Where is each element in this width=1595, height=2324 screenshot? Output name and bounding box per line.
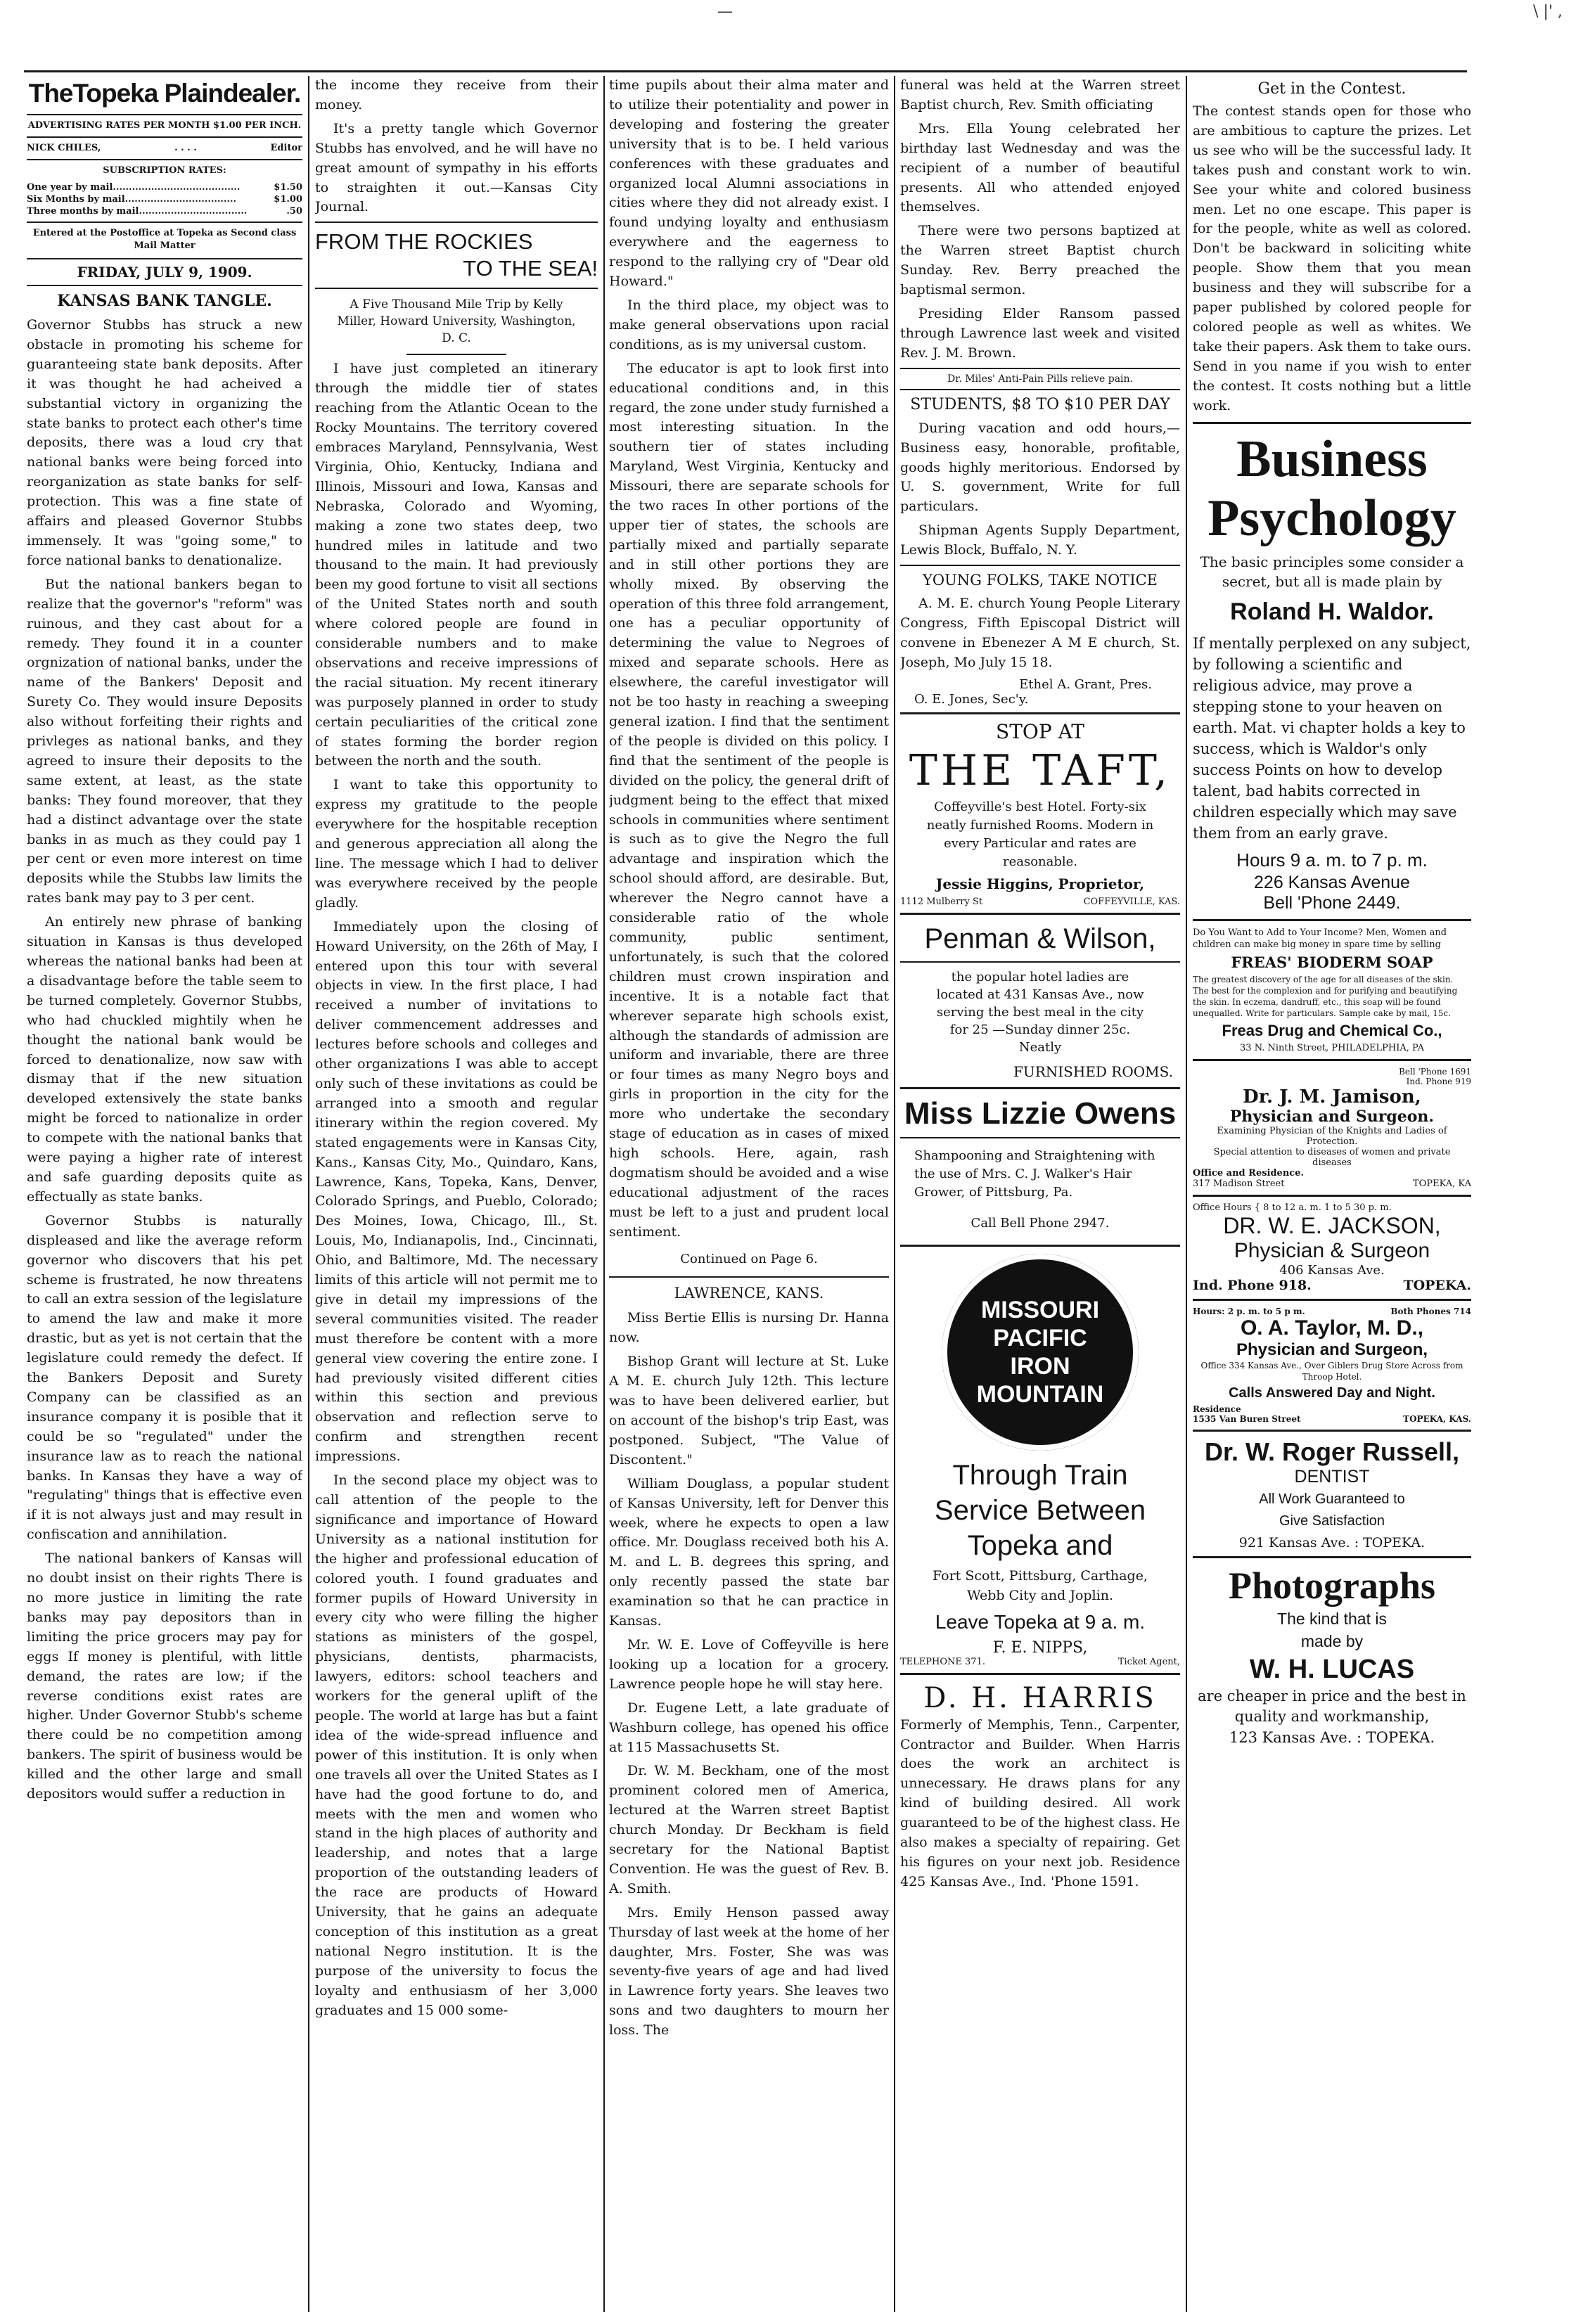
rate-price: .50: [286, 206, 302, 217]
jamison-text: Examining Physician of the Knights and Ladies of Protection.: [1217, 1125, 1447, 1147]
business-psychology-ad: [1193, 430, 1471, 913]
penman-tagline: FURNISHED ROOMS.: [1013, 1063, 1173, 1080]
rate-row: [27, 193, 302, 205]
paragraph: Dr. Eugene Lett, a late graduate of Washburn college, has opened his office at 115 Massachusetts St.: [609, 1700, 889, 1755]
taylor-title: Physician and Surgeon,: [1236, 1340, 1428, 1359]
train-line-3: Topeka and: [967, 1529, 1113, 1561]
short-rule: [406, 354, 506, 355]
rule: [1193, 1195, 1471, 1197]
jamison-street: 317 Madison Street: [1193, 1178, 1285, 1189]
taft-street: 1112 Mulberry St: [900, 896, 983, 907]
paragraph: I want to take this opportunity to express my gratitude to the people everywhere for the hospitable reception and generous appreciation all along the line. The message which I had to deliver was everywhere received by the people gladly.: [315, 777, 598, 911]
jamison-special: Special attention to diseases of women and private diseases: [1213, 1146, 1451, 1168]
column-rule-1: [308, 76, 309, 2312]
paragraph: Governor Stubbs is naturally displeased and like the average reform governor who discovers that his pet scheme is frustrated, he now threatens to call an extra session of the legislature to amend the law and make it more drastic, but as yet is not certain that the legislature could remedy the defect. If the Bankers Deposit and Surety Company can be classified as an insurance company it is posible that it could be so "regulated" under the insurance law as to reach the national banks. In Kansas they have a way of "regulating" things that is effective even if it is not always just and may result in confiscation and annihilation.: [27, 1212, 302, 1543]
jamison-ad: [1193, 1067, 1471, 1189]
penman-name: Penman & Wilson,: [924, 923, 1156, 954]
column-rule-3: [894, 76, 895, 2312]
editor-name: NICK CHILES,: [27, 143, 101, 153]
russell-name: Dr. W. Roger Russell,: [1204, 1437, 1460, 1466]
freas-ad: [1193, 927, 1471, 1053]
taylor-hours-line: [1193, 1307, 1471, 1316]
bp-hours: Hours 9 a. m. to 7 p. m.: [1236, 849, 1428, 871]
lizzie-phone: Call Bell Phone 2947.: [971, 1215, 1110, 1231]
article-heading: KANSAS BANK TANGLE.: [57, 292, 272, 310]
freas-address: 33 N. Ninth Street, PHILADELPHIA, PA: [1240, 1042, 1424, 1053]
jackson-address: 406 Kansas Ave.: [1279, 1262, 1385, 1278]
rule: [315, 222, 598, 223]
paragraph: Mrs. Emily Henson passed away Thursday of last week at the home of her daughter, Mrs. Foster, She was was seventy-five years of age and had lived in Lawrence forty years. She leaves two sons and two daughters to mourn her loss. The: [609, 1904, 889, 2039]
rule: [900, 1087, 1180, 1089]
jackson-title: Physician & Surgeon: [1234, 1238, 1430, 1262]
russell-title: DENTIST: [1294, 1466, 1370, 1487]
harris-ad: [900, 1681, 1180, 1892]
photo-name: W. H. LUCAS: [1249, 1654, 1415, 1684]
rule: [900, 368, 1180, 369]
freas-intro: Do You Want to Add to Your Income? Men, Women and children can make big money in spare time by selling: [1193, 927, 1447, 950]
taft-hotel-ad: [900, 720, 1180, 907]
rule: [1193, 1556, 1471, 1558]
paragraph: In the second place my object was to call attention of the people to the significance and importance of Howard University as a national institution for the higher and professional education of colored youth. I found graduates and former pupils of Howard University in every city who were filling the higher stations as ministers of the gospel, physicians, dentists, pharmacists, lawyers, editors: school teachers and workers for the general uplift of the people. The world at large has but a faint idea of the wide-spread influence and power of this institution. It is only when one travels all over the United States as I have had the good fortune to do, and meets with the men and women who stand in the high places of authority and leadership, and notes that a large proportion of the outstanding leaders of the race are products of Howard University, that he gains an adequate conception of this institution as a great national Negro institution. It is the purpose of the university to focus the loyalty and enthusiasm of her 3,000 graduates and 15 000 some-: [315, 1472, 598, 2018]
bp-text: The basic principles some consider a secret, but all is made plain by: [1200, 553, 1464, 590]
rate-label: Six Months by mail...................................: [27, 194, 237, 205]
photo-text-3: are cheaper in price and the best in quality and workmanship,: [1198, 1687, 1466, 1725]
paragraph: Presiding Elder Ransom passed through Lawrence last week and visited Rev. J. M. Brown.: [900, 305, 1180, 361]
paragraph: Governor Stubbs has struck a new obstacle in promoting his scheme for guaranteeing state bank deposits. After it was thought he had acheived a substantial victory in organizing the state banks to protect each other's time deposits, there was a loud cry that national banks were being forced into reorganization as state banks for self-protection. This was a fine state of affairs and pleased Governor Stubbs immensely. It was "going some," to force national banks to denationalize.: [27, 317, 302, 568]
students-address: Shipman Agents Supply Department, Lewis Block, Buffalo, N. Y.: [900, 522, 1180, 558]
rate-row: [27, 205, 302, 217]
train-footer: [900, 1657, 1180, 1667]
editor-title: Editor: [270, 143, 302, 153]
students-ad: [900, 396, 1180, 560]
russell-address: 921 Kansas Ave. : TOPEKA.: [1238, 1534, 1426, 1551]
signature-secretary: O. E. Jones, Sec'y.: [914, 691, 1029, 707]
freas-company: Freas Drug and Chemical Co.,: [1222, 1021, 1442, 1039]
paragraph: An entirely new phrase of banking situation in Kansas is thus developed whereas the national banks had been at a disadvantage before the table seem to be turned completely. Governor Stubbs, who had chuckled mightily when he thought the national bank would be forced to denationalize, now saw with dismay that if the new situation developed extensively the state banks might be forced to nationalize in order to compete with the national banks that were paying a higher rate of interest and safe guarding deposits quite as effectually as state banks.: [27, 914, 302, 1205]
rule: [1193, 1299, 1471, 1301]
train-telephone: TELEPHONE 371.: [900, 1656, 985, 1667]
rule: [900, 565, 1180, 566]
contest-ad: [1193, 80, 1471, 416]
missouri-pacific-ad: [900, 1254, 1180, 1667]
taylor-calls: Calls Answered Day and Night.: [1229, 1385, 1435, 1401]
article-title: [315, 229, 598, 282]
rate-label: Three months by mail..................................: [27, 206, 248, 217]
rate-price: $1.00: [274, 194, 302, 205]
article-byline: A Five Thousand Mile Trip by Kelly Miller, Howard University, Washington, D. C.: [337, 297, 576, 346]
rule: [609, 1276, 889, 1278]
train-agent: F. E. NIPPS,: [992, 1638, 1088, 1657]
paragraph: Mrs. Ella Young celebrated her birthday last Wednesday and was the recipient of a number of beautiful presents. All who attended enjoyed themselves.: [900, 120, 1180, 215]
editor-dots: . . . .: [174, 143, 197, 153]
contest-text: The contest stands open for those who are ambitious to capture the prizes. Let us see who will be the successful lady. It takes push and constant work to win. See your white and colored business men. Let no one escape. This paper is for the people, white as well as colored. Don't be backward in soliciting white people. Show them that you mean business and they will subscribe for a paper published by colored people for colored people as well as whites. We take their papers. Ask them to take ours. Send in you name if you wish to enter the contest. It costs nothing but a little work.: [1193, 103, 1471, 413]
paragraph: William Douglass, a popular student of Kansas University, left for Denver this week, where he expects to open a law office. Mr. Douglass received both his A. M. and L. B. degrees this spring, and only recently passed the state bar examination so that he can practice in Kansas.: [609, 1475, 889, 1629]
freas-text: The greatest discovery of the age for all diseases of the skin. The best for the complexion and for purifying and beautifying the skin. In eczema, dandruff, etc., this soap will be found unequalled. Write for particulars. Sample cake by mail, 15c.: [1193, 974, 1458, 1018]
logo-text: MOUNTAIN: [976, 1380, 1104, 1408]
paragraph: time pupils about their alma mater and to utilize their potentiality and power in developing and fostering the greater university that is to be. I held various conferences with these graduates and organized local Alumni associations in cities where they did not already exist. I found undying loyalty and enthusiasm everywhere and the eagerness to respond to the rallying cry of "Dear old Howard.": [609, 77, 889, 290]
advertising-rates: ADVERTISING RATES PER MONTH $1.00 PER INCH.: [27, 120, 302, 131]
paragraph: The national bankers of Kansas will no doubt insist on their rights There is no more justice in limiting the rate banks may pay depositors than in limiting the price grocers may pay for eggs If money is plentiful, with little demand, the rates are low; if the reverse conditions exist rates are higher. Under Governor Stubb's scheme there could be no competition among bankers. The spirit of business would be killed and the other large and small depositors would suffer a reduction in: [27, 1551, 302, 1802]
lizzie-text: Shampooning and Straightening with the use of Mrs. C. J. Walker's Hair Grower, of Pittsburg, Pa.: [914, 1148, 1155, 1200]
taft-city: COFFEYVILLE, KAS.: [1083, 896, 1180, 907]
column-2: [315, 76, 598, 2312]
missouri-pacific-logo: [942, 1254, 1139, 1451]
taylor-city: TOPEKA, KAS.: [1403, 1413, 1471, 1424]
penman-wilson-ad: [900, 920, 1180, 1080]
train-line-1: Through Train: [952, 1459, 1128, 1491]
paragraph: Mr. W. E. Love of Coffeyville is here looking up a location for a grocery. Lawrence people hope he will stay here.: [609, 1636, 889, 1692]
issue-date: FRIDAY, JULY 9, 1909.: [27, 258, 302, 286]
russell-text-1: All Work Guaranteed to: [1259, 1491, 1405, 1507]
taylor-phones: Both Phones 714: [1390, 1306, 1471, 1316]
editor-line: [27, 142, 302, 155]
freas-product: FREAS' BIODERM SOAP: [1231, 953, 1433, 971]
column-4: [900, 76, 1180, 2312]
paragraph: I have just completed an itinerary through the middle tier of states reaching from the Atlantic Ocean to the Rocky Mountains. The territory covered embraces Maryland, Pennsylvania, West Virginia, Ohio, Kentucky, Indiana and Illinois, Missouri and Iowa, Kansas and Nebraska, Colorado and Wyoming, making a zone two states deep, two hundred miles in latitude and two thousand to the main. It had previously been my good fortune to visit all sections of the United States north and south where colored people are found in considerable numbers and to make observations and receive impressions of the racial situation. My recent itinerary was purposely planned in order to study certain peculiarities of the critical zone of states forming the border region between the north and the south.: [315, 361, 598, 769]
paragraph: But the national bankers began to realize that the governor's "reform" was ruinous, and they cast about for a remedy. They found it in a counter orgnization of national banks, under the name of the Bankers' Deposit and Surety Co. They would insure Deposits also without forfeiting their rights and privleges as national banks, and they agreed to insure their deposits to the same extent, at least, as the state banks: They found moreover, that they had a distinct advantage over the state banks in as much as they could pay 1 per cent or even more interest on time deposits while the Stubbs law limits the rates bank may pay to 3 per cent.: [27, 576, 302, 906]
article-title-line-2: TO THE SEA!: [463, 256, 598, 281]
russell-text-2: Give Satisfaction: [1279, 1513, 1385, 1529]
young-folks-heading: YOUNG FOLKS, TAKE NOTICE: [922, 572, 1158, 589]
section-heading: LAWRENCE, KANS.: [674, 1285, 824, 1302]
jamison-city: TOPEKA, KA: [1413, 1178, 1471, 1189]
taft-proprietor: Jessie Higgins, Proprietor,: [935, 875, 1145, 892]
column-1: [27, 76, 302, 2312]
paragraph: There were two persons baptized at the Warren street Baptist church Sunday. Rev. Berry preached the baptismal sermon.: [900, 223, 1180, 298]
top-mark-right: \ |' ,: [1533, 3, 1563, 20]
jackson-ad: [1193, 1202, 1471, 1293]
rule: [1193, 1059, 1471, 1061]
entered-notice: Entered at the Postoffice at Topeka as Second class Mail Matter: [32, 228, 297, 251]
young-folks-text: A. M. E. church Young People Literary Congress, Fifth Episcopal District will convene in Ebenezer A M E church, St. Joseph, Mo July 15 18.: [900, 596, 1180, 670]
photo-text-2: made by: [1300, 1631, 1364, 1650]
rule: [27, 222, 302, 223]
bp-address: 226 Kansas Avenue: [1254, 872, 1410, 892]
column-rule-4: [1186, 76, 1187, 2312]
paragraph: the income they receive from their money.: [315, 77, 598, 113]
bp-name: Roland H. Waldor.: [1230, 598, 1434, 625]
rule: [1193, 1430, 1471, 1432]
jackson-hours: Office Hours { 8 to 12 a. m. 1 to 5 30 p. m.: [1193, 1202, 1392, 1213]
taylor-hours: Hours: 2 p. m. to 5 p m.: [1193, 1306, 1305, 1316]
paragraph: Immediately upon the closing of Howard University, on the 26th of May, I entered upon this tour with several objects in view. In the first place, I had received a number of invitations to deliver commencement addresses and lectures before schools and colleges and other organizations I was able to accept only such of these invitations as could be arranged into a smooth and regular itinerary within the region covered. My stated engagements were in Kansas City, Kans., Kansas City, Mo., Quindaro, Kans, Lawrence, Kans, Topeka, Kans, Denver, Colorado Springs, and Pueblo, Colorado; Des Moines, Iowa, Chicago, Ill., St. Louis, Mo, Indianapolis, Ind., Cincinnati, Ohio, and Baltimore, Md. The necessary limits of this article will not permit me to give in detail my impressions of the several communities visited. The reader must therefore be content with a more general view covering the entire zone. I had previously visited different cities within this section and previous observation and reflection serve to confirm and strengthen recent impressions.: [315, 918, 598, 1465]
contest-heading: Get in the Contest.: [1257, 80, 1407, 98]
top-rule: [24, 70, 1467, 72]
harris-text: Formerly of Memphis, Tenn., Carpenter, Contractor and Builder. When Harris does the work an architect is unnecessary. He draws plans for any kind of building desired. All work guaranteed to be of the highest class. He also makes a specialty of repairing. Get his figures on your next job. Residence 425 Kansas Ave., Ind. 'Phone 1591.: [900, 1716, 1180, 1889]
rule: [900, 1673, 1180, 1675]
rule: [900, 961, 1180, 963]
masthead-rule: [27, 114, 302, 115]
rule: [315, 288, 598, 289]
harris-name: D. H. HARRIS: [923, 1681, 1157, 1714]
column-3: [609, 76, 889, 2312]
paragraph: Miss Bertie Ellis is nursing Dr. Hanna now.: [609, 1310, 889, 1346]
jackson-name: DR. W. E. JACKSON,: [1223, 1212, 1441, 1238]
logo-text: PACIFIC: [993, 1324, 1087, 1352]
bp-title-2: Psychology: [1208, 489, 1456, 547]
rate-label: One year by mail........................................: [27, 182, 241, 193]
article-title-line-1: FROM THE ROCKIES: [315, 229, 533, 255]
rule: [900, 1245, 1180, 1247]
photo-text-1: The kind that is: [1277, 1609, 1387, 1628]
signature-president: Ethel A. Grant, Pres.: [1019, 676, 1152, 692]
young-folks-ad: [900, 572, 1180, 707]
jackson-phone: Ind. Phone 918.: [1193, 1277, 1312, 1293]
rates-table: [27, 181, 302, 217]
penman-text: the popular hotel ladies are located at 431 Kansas Ave., now serving the best meal in the city for 25 —Sunday dinner 25c. Neatly: [936, 969, 1144, 1055]
subscription-heading: SUBSCRIPTION RATES:: [103, 165, 226, 176]
lucas-ad: [1193, 1564, 1471, 1748]
rule: [1193, 422, 1471, 424]
paragraph: Bishop Grant will lecture at St. Luke A M. E. church July 12th. This lecture was to have been delivered earlier, but on account of the bishop's trip East, was postponed. Subject, "The Value of Discontent.": [609, 1354, 889, 1468]
train-line-4: Fort Scott, Pittsburg, Carthage, Webb City and Joplin.: [933, 1567, 1148, 1603]
jamison-name: Dr. J. M. Jamison,: [1243, 1086, 1421, 1108]
students-text: During vacation and odd hours,—Business easy, honorable, profitable, goods highly meritorious. Endorsed by U. S. government, Write for full particulars.: [900, 420, 1180, 515]
taylor-residence-label: Residence: [1193, 1404, 1241, 1414]
paragraph: It's a pretty tangle which Governor Stubbs has envolved, and he will have no great amount of sympathy in his efforts to straighten it out.—Kansas City Journal.: [315, 120, 598, 215]
taylor-street: 1535 Van Buren Street: [1193, 1413, 1301, 1424]
logo-text: IRON: [1010, 1352, 1070, 1380]
rule: [900, 389, 1180, 390]
train-line-2: Service Between: [934, 1494, 1146, 1526]
taylor-name: O. A. Taylor, M. D.,: [1240, 1316, 1424, 1340]
taylor-residence: [1193, 1414, 1471, 1424]
jamison-phone-1: Bell 'Phone 1691: [1399, 1066, 1471, 1077]
continued-note: Continued on Page 6.: [680, 1252, 818, 1267]
rule: [900, 712, 1180, 714]
column-rule-2: [603, 76, 605, 2312]
taft-description: Coffeyville's best Hotel. Forty-six neatly furnished Rooms. Modern in every Particular and rates are reasonable.: [926, 799, 1154, 869]
column-5: [1193, 76, 1471, 2312]
train-ticket-agent: Ticket Agent,: [1117, 1656, 1180, 1667]
taft-stop-at: STOP AT: [996, 719, 1084, 743]
taylor-office: Office 334 Kansas Ave., Over Giblers Drug Store Across from Throop Hotel.: [1200, 1360, 1463, 1382]
jamison-title: Physician and Surgeon.: [1229, 1107, 1435, 1126]
russell-ad: [1193, 1437, 1471, 1551]
masthead: TheTopeka Plaindealer.: [28, 79, 301, 108]
taylor-ad: [1193, 1307, 1471, 1424]
miles-ad: Dr. Miles' Anti-Pain Pills relieve pain.: [947, 373, 1133, 385]
students-heading: STUDENTS, $8 TO $10 PER DAY: [910, 395, 1170, 413]
jamison-phone-2: Ind. Phone 919: [1406, 1076, 1471, 1086]
photo-address: 123 Kansas Ave. : TOPEKA.: [1229, 1728, 1435, 1746]
paragraph: Dr. W. M. Beckham, one of the most prominent colored men of America, lectured at the Warren street Baptist church Monday. Dr Beckham is field secretary for the National Baptist Convention. He was the guest of Rev. B. A. Smith.: [609, 1763, 889, 1896]
paragraph: funeral was held at the Warren street Baptist church, Rev. Smith officiating: [900, 77, 1180, 113]
paragraph: In the third place, my object was to make general observations upon racial conditions, as is my universal custom.: [609, 297, 889, 352]
jamison-address: [1193, 1179, 1471, 1189]
bp-phone: Bell 'Phone 2449.: [1263, 892, 1401, 913]
bp-title-1: Business: [1236, 430, 1428, 488]
rule: [1193, 919, 1471, 921]
bp-text-2: If mentally perplexed on any subject, by following a scientific and religious advice, may prove a stepping stone to your heaven on earth. Mat. vi chapter holds a key to success, which is Waldor's only success Points on how to develop talent, bad habits corrected in children especially which may save them from an early grave.: [1193, 634, 1471, 842]
paragraph: The educator is apt to look first into educational conditions and, in this regard, the zone under study furnished a most interesting situation. In the southern tier of states including Maryland, West Virginia, Kentucky and Missouri, there are separate schools for the two races In other portions of the upper tier of states, the schools are partially mixed and partially separate and in still other portions they are wholly mixed. By observing the operation of this three fold arrangement, one has a peculiar opportunity of determining the value to Negroes of mixed and separate schools. Here as elsewhere, the careful investigator will not be too hasty in reaching a sweeping general ization. I find that the sentiment of the people is divided on this policy. I find that the sentiment of the people is divided on the policy, the general drift of judgment being to the effect that mixed schools in communities where sentiment is such as to give the Negro the full advantage and inspiration which the school should afford, are desirable. But, wherever the Negro cannot have a considerable ratio of the whole community, public sentiment, unfortunately, is such that the colored children must crown inspiration and incentive. It is a notable fact that wherever separate high schools exist, although the standards of admission are uniform and invariable, there are three or four times as many Negro boys and girls in proportion in the city for the more who undertake the secondary stage of education as in cases of mixed high schools. Here, again, rash dogmatism should be avoided and a wise educational adjustment of the races must be left to a just and prudent local sentiment.: [609, 360, 889, 1240]
taft-address: [900, 897, 1180, 907]
top-mark-left: —: [717, 3, 733, 20]
lizzie-owens-ad: [900, 1095, 1180, 1231]
rate-row: [27, 181, 302, 193]
jackson-footer: [1193, 1278, 1471, 1293]
rule: [900, 1137, 1180, 1138]
jamison-office: Office and Residence.: [1193, 1167, 1304, 1179]
rule: [27, 159, 302, 160]
logo-text: MISSOURI: [980, 1296, 1100, 1323]
photo-heading: Photographs: [1228, 1564, 1436, 1607]
rule: [900, 913, 1180, 915]
rate-price: $1.50: [274, 182, 302, 193]
train-line-5: Leave Topeka at 9 a. m.: [935, 1610, 1146, 1633]
jackson-city: TOPEKA.: [1403, 1277, 1471, 1293]
lizzie-name: Miss Lizzie Owens: [904, 1096, 1177, 1131]
taft-name: THE TAFT,: [909, 745, 1172, 795]
rule: [27, 136, 302, 138]
